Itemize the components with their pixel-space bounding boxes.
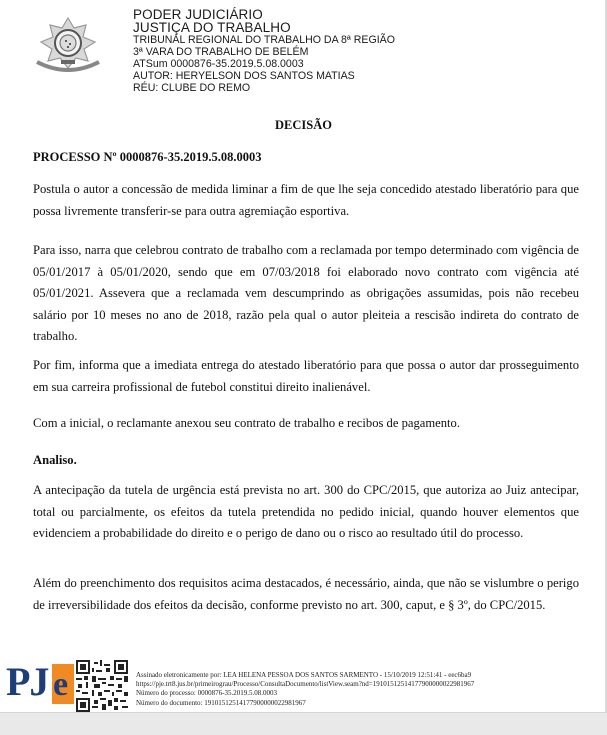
paragraph: Por fim, informa que a imediata entrega do atestado liberatório para que possa o autor dar prosseguimento em sua carreira profissional de futebol constitui direito inalienável. (33, 358, 579, 394)
process-number-text: Número do processo: 0000876-35.2019.5.08.0003 (136, 689, 277, 698)
header-line-author: AUTOR: HERYELSON DOS SANTOS MATIAS (133, 70, 355, 82)
court-header (133, 8, 395, 94)
header-line-tribunal: TRIBUNAL REGIONAL DO TRABALHO DA 8ª REGIÃO (133, 34, 395, 46)
paragraph: Postula o autor a concessão de medida liminar a fim de que lhe seja concedido atestado liberatório para que possa livremente transferir-se para outra agremiação esportiva. (33, 182, 579, 218)
paragraph: Além do preenchimento dos requisitos acima destacados, é necessário, ainda, que não se vislumbre o perigo de irreversibilidade dos efeitos da decisão, conforme previsto no art. 300, caput, e § 3º, do CPC/2015. (33, 576, 579, 612)
document-url-link[interactable]: https://pje.trt8.jus.br/primeirograu/Processo/ConsultaDocumento/listView.seam?nd=19101512514177900000022981967 (136, 680, 475, 689)
section-heading: Analiso. (33, 453, 77, 467)
header-line-vara: 3ª VARA DO TRABALHO DE BELÉM (133, 46, 309, 58)
paragraph: Com a inicial, o reclamante anexou seu contrato de trabalho e recibos de pagamento. (33, 416, 460, 430)
viewer-bottom-bar (0, 712, 607, 735)
process-number-heading: PROCESSO Nº 0000876-35.2019.5.08.0003 (33, 150, 262, 164)
brazil-coat-of-arms-icon (33, 16, 103, 78)
header-line-case: ATSum 0000876-35.2019.5.08.0003 (133, 58, 304, 70)
header-line-judiciary: PODER JUDICIÁRIO (133, 7, 263, 22)
paragraph: Para isso, narra que celebrou contrato de trabalho com a reclamada por tempo determinado com vigência de 05/01/2017 à 05/01/2020, sendo que em 07/03/2018 foi elaborado novo contrato com vigência até 05/01/2021. Assevera que a reclamada vem descumprindo as obrigações assumidas, pois não recebeu salário por 10 meses no ano de 2018, razão pela qual o autor pleiteia a rescisão indireta do contrato de trabalho. (33, 243, 579, 343)
header-line-labor-justice: JUSTIÇA DO TRABALHO (133, 20, 291, 35)
qr-code-icon[interactable] (76, 660, 128, 712)
signed-by-text: Assinado eletronicamente por: LEA HELENA PESSOA DOS SANTOS SARMENTO - 15/10/2019 12:51:41 - eec6ba9 (136, 671, 472, 679)
pje-logo-e-box (52, 664, 74, 704)
document-title: DECISÃO (275, 118, 332, 132)
pje-logo-e: e (53, 666, 69, 703)
signature-footer (0, 658, 605, 710)
header-line-defendant: RÉU: CLUBE DO REMO (133, 82, 251, 94)
pje-logo-text: PJ (6, 659, 49, 704)
document-number-text: Número do documento: 19101512514177900000022981967 (136, 698, 306, 707)
pje-logo (6, 660, 72, 708)
electronic-signature-info (136, 671, 474, 708)
paragraph: A antecipação da tutela de urgência está prevista no art. 300 do CPC/2015, que autoriza ao Juiz antecipar, total ou parcialmente, os efeitos da tutela pretendida no pedido inicial, quando houver elementos que evidenciem a probabilidade do direito e o perigo de dano ou o risco ao resultado útil do processo. (33, 483, 579, 540)
